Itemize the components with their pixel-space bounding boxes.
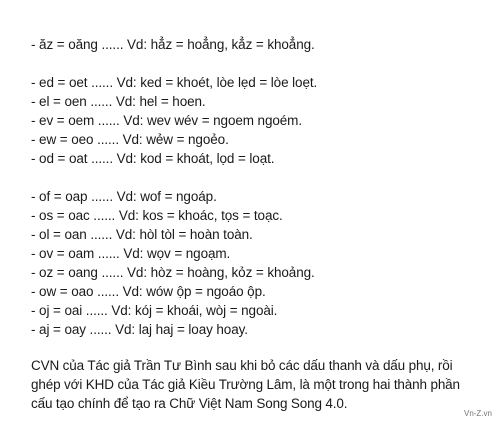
rule-line: - os = oac ...... Vd: kos = khoác, tọs = toạc. [31,208,283,223]
spacer [31,339,491,356]
rule-line: - ev = oem ...... Vd: wev wév = ngoem ngoém. [31,113,302,128]
rules-group-1 [31,35,491,54]
watermark: Vn-Z.vn [463,409,492,418]
rule-line: - ed = oet ...... Vd: ked = khoét, lòe lẹd = lòe loẹt. [31,75,318,90]
rule-line: - ow = oao ...... Vd: wów ộp = ngoáo ộp. [31,284,266,299]
spacer [31,168,491,187]
rule-line: - oz = oang ...... Vd: hòz = hoàng, kỏz = khoảng. [31,265,315,280]
rule-line: - ew = oeo ...... Vd: wẻw = ngoẻo. [31,132,229,147]
rule-line: - aj = oay ...... Vd: laj haj = loay hoay. [31,322,248,337]
rule-line: - ăz = oăng ...... Vd: hẳz = hoẳng, kẳz = khoẳng. [31,37,315,52]
document-body [31,35,491,413]
rule-line: - el = oen ...... Vd: hel = hoen. [31,94,206,109]
rule-line: - od = oat ...... Vd: kod = khoát, lọd = loạt. [31,151,275,166]
rule-line: - oj = oai ...... Vd: kój = khoái, wòj = ngoài. [31,303,278,318]
rules-group-3 [31,187,491,339]
rule-line: - ol = oan ...... Vd: hòl tòl = hoàn toàn. [31,227,253,242]
rule-line: - of = oap ...... Vd: wof = ngoáp. [31,189,217,204]
rule-line: - ov = oam ...... Vd: wọv = ngoạm. [31,246,231,261]
spacer [31,54,491,73]
rules-group-2 [31,73,491,168]
explanation-paragraph: CVN của Tác giả Trần Tư Bình sau khi bỏ các dấu thanh và dấu phụ, rồi ghép với KHD của Tác giả Kiều Trường Lâm, là một trong hai thành phần cấu tạo chính để tạo ra Chữ Việt Nam Song Song 4.0. [31,358,460,411]
